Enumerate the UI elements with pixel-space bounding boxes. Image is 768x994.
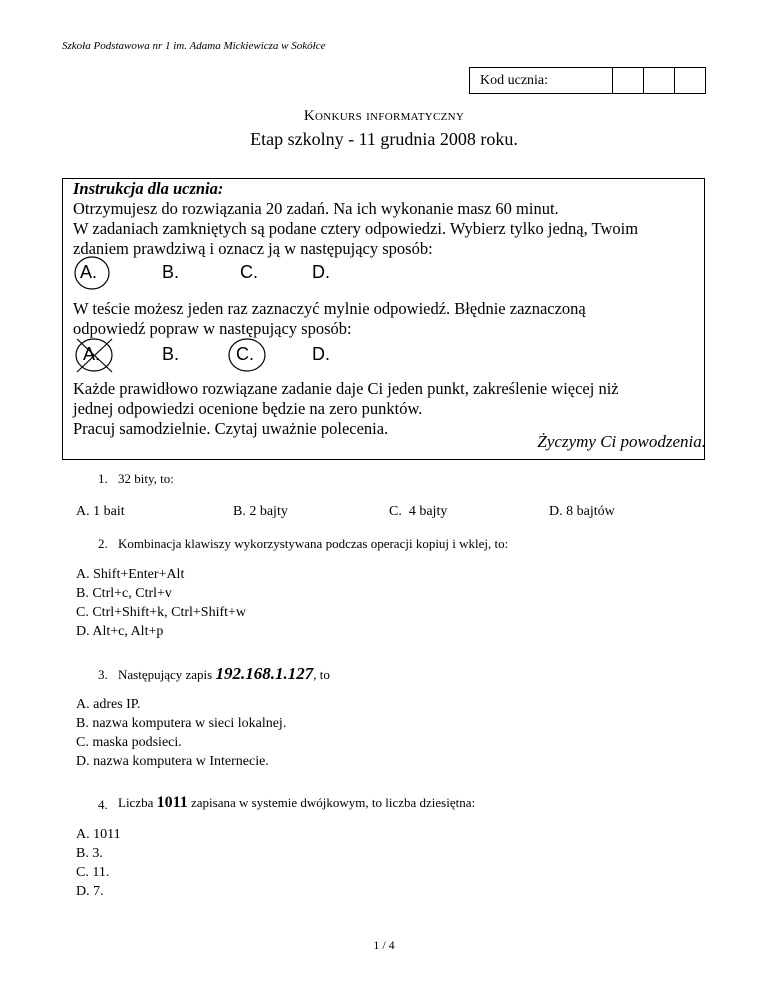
question-text-after: , to [313,667,330,682]
page-number: 1 / 4 [373,938,395,952]
question-text-before: Liczba [118,795,157,810]
answer-option: B. 2 bajty [233,504,288,519]
question-text: Kombinacja klawiszy wykorzystywana podczas operacji kopiuj i wklej, to: [118,536,509,551]
answer-option: B. nazwa komputera w sieci lokalnej. [76,716,287,731]
student-code-cell [613,68,644,93]
question-text-before: Następujący zapis [118,667,216,682]
answer-option: A. 1011 [76,827,121,842]
instruction-line: Pracuj samodzielnie. Czytaj uważnie polecenia. [73,419,389,438]
answer-option: A. Shift+Enter+Alt [76,567,185,582]
instruction-line: zdaniem prawdziwą i oznacz ją w następujący sposób: [73,239,433,258]
example-option-d: D. [312,262,330,282]
answer-option: C. Ctrl+Shift+k, Ctrl+Shift+w [76,605,247,620]
example-option-b: B. [162,262,180,282]
answer-option: A. adres IP. [76,697,141,712]
question-text [118,794,475,812]
school-header: Szkoła Podstawowa nr 1 im. Adama Mickiewicza w Sokółce [62,40,326,52]
answer-option: D. nazwa komputera w Internecie. [76,754,269,769]
good-luck-wish: Życzymy Ci powodzenia. [537,432,706,451]
answer-option: C. 4 bajty [389,504,448,519]
question-number: 4. [98,797,108,812]
example-option-c: C. [240,262,258,282]
contest-title: Konkurs informatyczny [303,108,465,124]
answer-option: B. Ctrl+c, Ctrl+v [76,586,172,601]
binary-number: 1011 [156,794,188,811]
answer-option: C. 11. [76,865,110,880]
instruction-line: W zadaniach zamkniętych są podane cztery odpowiedzi. Wybierz tylko jedną, Twoim [73,219,639,238]
example-option-a: A. [80,262,98,282]
student-code-cell [644,68,675,93]
question-text-after: zapisana w systemie dwójkowym, to liczba dziesiętna: [187,795,476,810]
instruction-line: jednej odpowiedzi ocenione będzie na zero punktów. [73,399,423,418]
student-code-box [469,67,706,94]
answer-option: D. Alt+c, Alt+p [76,624,164,639]
stage-subtitle: Etap szkolny - 11 grudnia 2008 roku. [250,129,518,149]
instruction-line: odpowiedź popraw w następujący sposób: [73,319,352,338]
answer-option: D. 8 bajtów [549,504,615,519]
example-option-b: B. [162,344,180,364]
answer-option: D. 7. [76,884,104,899]
question-number: 3. [98,667,108,682]
student-code-label: Kod ucznia: [470,68,613,93]
instructions-heading: Instrukcja dla ucznia: [73,179,224,198]
ip-address: 192.168.1.127 [215,664,314,683]
instruction-line: Każde prawidłowo rozwiązane zadanie daje Ci jeden punkt, zakreślenie więcej niż [73,379,619,398]
instruction-line: W teście możesz jeden raz zaznaczyć mylnie odpowiedź. Błędnie zaznaczoną [73,299,586,318]
question-number: 1. [98,471,108,486]
example-option-c: C. [236,344,254,364]
question-text [118,664,330,684]
question-text: 32 bity, to: [118,471,174,486]
example-option-d: D. [312,344,330,364]
example-option-a: A. [83,344,101,364]
instruction-line: Otrzymujesz do rozwiązania 20 zadań. Na ich wykonanie masz 60 minut. [73,199,559,218]
question-number: 2. [98,536,108,551]
student-code-cell [675,68,705,93]
answer-option: C. maska podsieci. [76,735,182,750]
answer-option: B. 3. [76,846,103,861]
answer-option: A. 1 bait [76,504,125,519]
